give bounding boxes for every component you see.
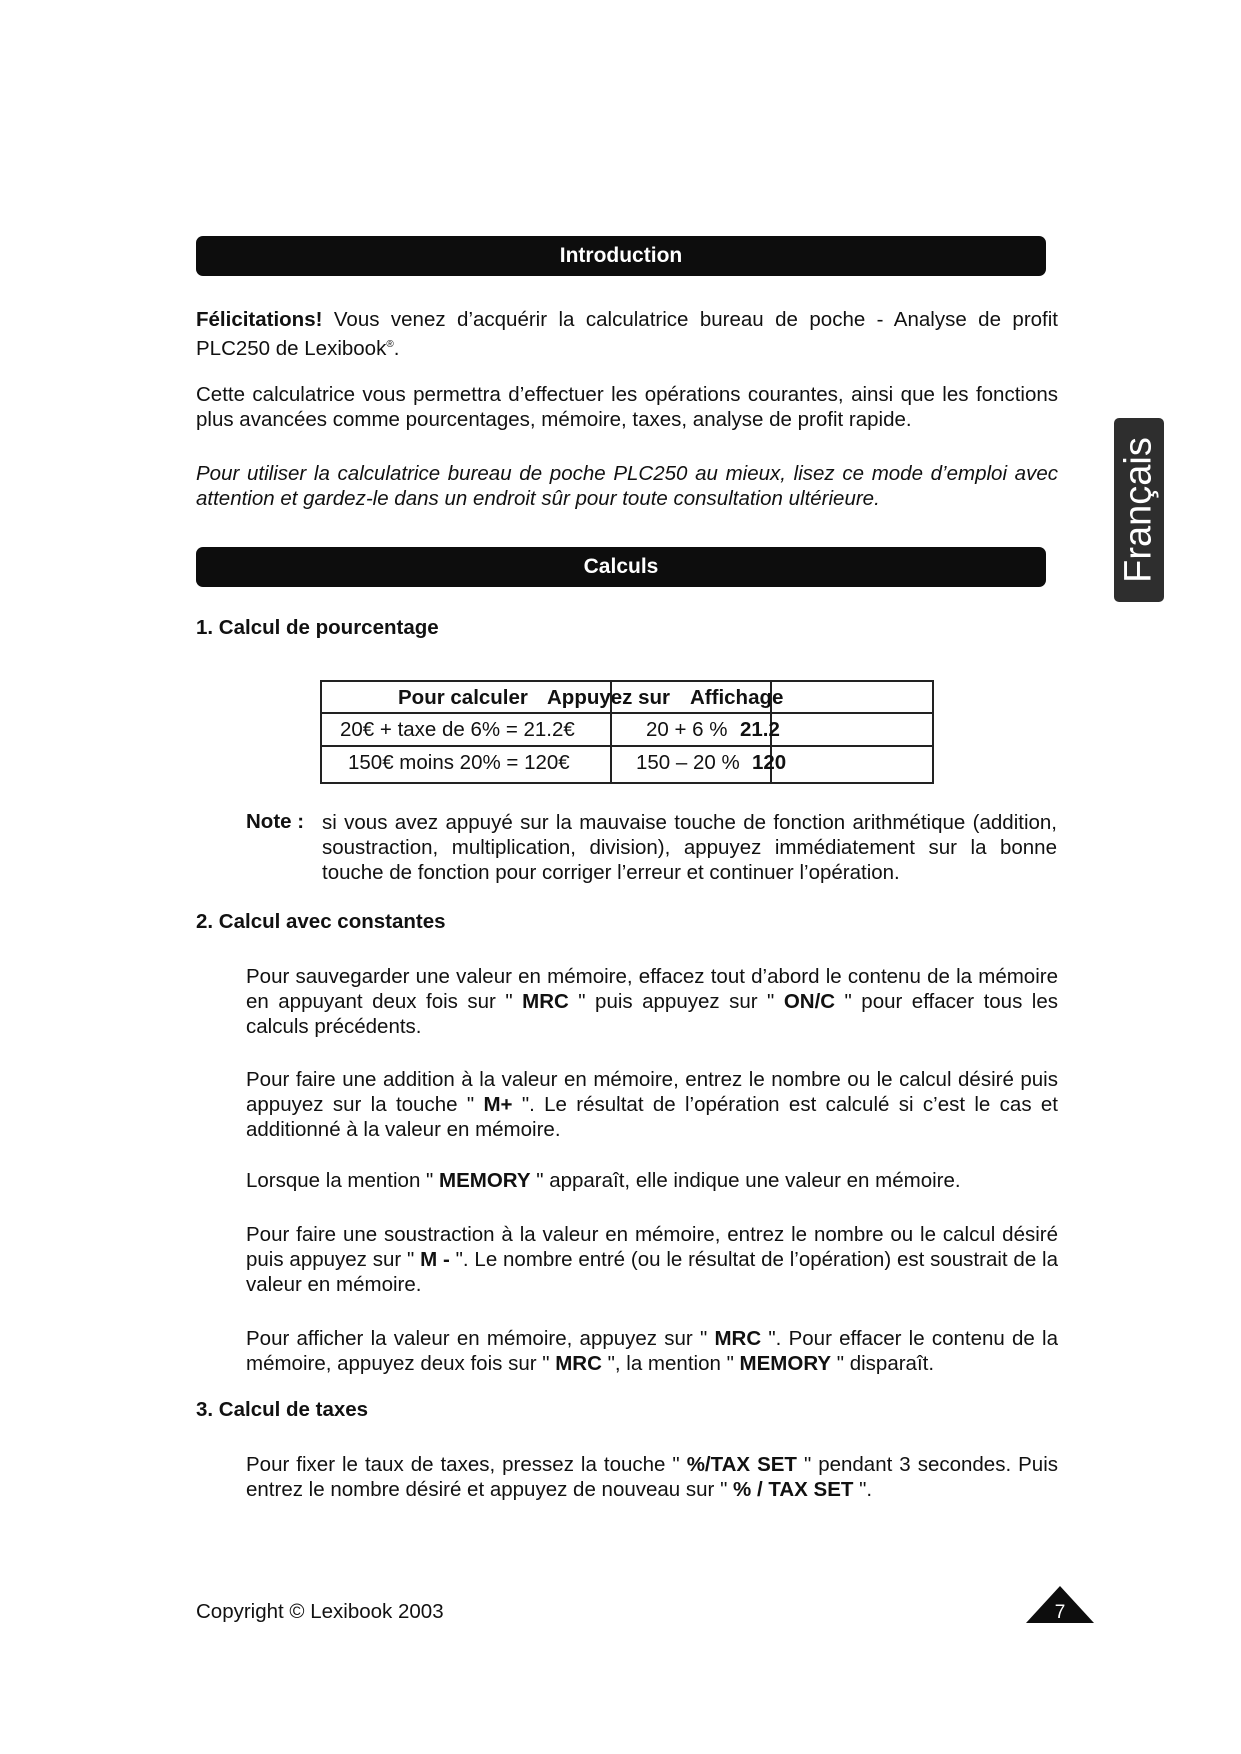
- congrats-text: Félicitations!: [196, 308, 323, 331]
- heading-taxes: 3. Calcul de taxes: [196, 1398, 369, 1421]
- table-cell: 20 + 6 %: [646, 718, 728, 741]
- intro-end: .: [393, 336, 400, 360]
- table-header-calc: Pour calculer: [398, 686, 528, 709]
- heading-percentage: 1. Calcul de pourcentage: [196, 616, 439, 639]
- intro-paragraph-1: [196, 307, 1058, 361]
- constants-paragraph-5: Pour afficher la valeur en mémoire, appuyez sur " MRC ". Pour effacer le contenu de la mémoire, appuyez deux fois sur " MRC ", la mention " MEMORY " disparaît.: [246, 1327, 1058, 1375]
- language-tab: [1114, 418, 1164, 602]
- section-header-introduction: [196, 236, 1046, 276]
- table-cell: 150€ moins 20% = 120€: [348, 751, 570, 774]
- copyright: Copyright © Lexibook 2003: [196, 1600, 444, 1623]
- constants-paragraph-2: Pour faire une addition à la valeur en mémoire, entrez le nombre ou le calcul désiré puis appuyez sur la touche " M+ ". Le résultat de l’opération est calculé si c’est le cas et additionné à la valeur en mémoire.: [246, 1068, 1059, 1141]
- constants-paragraph-3: Lorsque la mention " MEMORY " apparaît, elle indique une valeur en mémoire.: [246, 1169, 961, 1192]
- table-cell: 20€ + taxe de 6% = 21.2€: [340, 718, 575, 741]
- registered-mark: ®: [386, 339, 394, 350]
- page-number-triangle-icon: [1024, 1584, 1096, 1624]
- table-cell: 21.2: [740, 718, 780, 741]
- constants-paragraph-4: Pour faire une soustraction à la valeur en mémoire, entrez le nombre ou le calcul désiré puis appuyez sur " M - ". Le nombre entré (ou le résultat de l’opération) est soustrait de la valeur en mémoire.: [246, 1223, 1058, 1296]
- note-text: si vous avez appuyé sur la mauvaise touche de fonction arithmétique (addition, soustraction, multiplication, division), appuyez immédiatement sur la bonne touche de fonction pour corriger l’erreur et continuer l’opération.: [322, 811, 1057, 884]
- language-tab-label: Français: [1117, 437, 1160, 583]
- intro-paragraph-2: Cette calculatrice vous permettra d’effectuer les opérations courantes, ainsi que les fonctions plus avancées comme pourcentages, mémoire, taxes, analyse de profit rapide.: [196, 383, 1058, 431]
- table-rule: [322, 712, 932, 714]
- section-title: Calculs: [583, 555, 659, 578]
- heading-constants: 2. Calcul avec constantes: [196, 910, 446, 933]
- constants-paragraph-1: Pour sauvegarder une valeur en mémoire, effacez tout d’abord le contenu de la mémoire en appuyant deux fois sur " MRC " puis appuyez sur " ON/C " pour effacer tous les calculs précédents.: [246, 965, 1058, 1038]
- section-header-calculs: [196, 547, 1046, 587]
- table-cell: 120: [752, 751, 787, 774]
- section-title: Introduction: [559, 244, 683, 267]
- taxes-paragraph-1: Pour fixer le taux de taxes, pressez la touche " %/TAX SET " pendant 3 secondes. Puis entrez le nombre désiré et appuyez de nouveau sur " % / TAX SET ".: [246, 1453, 1059, 1501]
- table-header-keys: Appuyez sur: [547, 686, 671, 709]
- intro-text: Vous venez d’acquérir la calculatrice bureau de poche - Analyse de profit PLC250 de Lexibook: [196, 308, 1058, 360]
- intro-paragraph-3: Pour utiliser la calculatrice bureau de poche PLC250 au mieux, lisez ce mode d’emploi avec attention et gardez-le dans un endroit sûr pour toute consultation ultérieure.: [196, 462, 1058, 510]
- table-cell: 150 – 20 %: [636, 751, 740, 774]
- percentage-table: [320, 680, 934, 784]
- table-header-display: Affichage: [690, 686, 784, 709]
- note-label: Note :: [246, 810, 305, 833]
- page-number: 7: [1054, 1602, 1066, 1623]
- table-rule: [322, 745, 932, 747]
